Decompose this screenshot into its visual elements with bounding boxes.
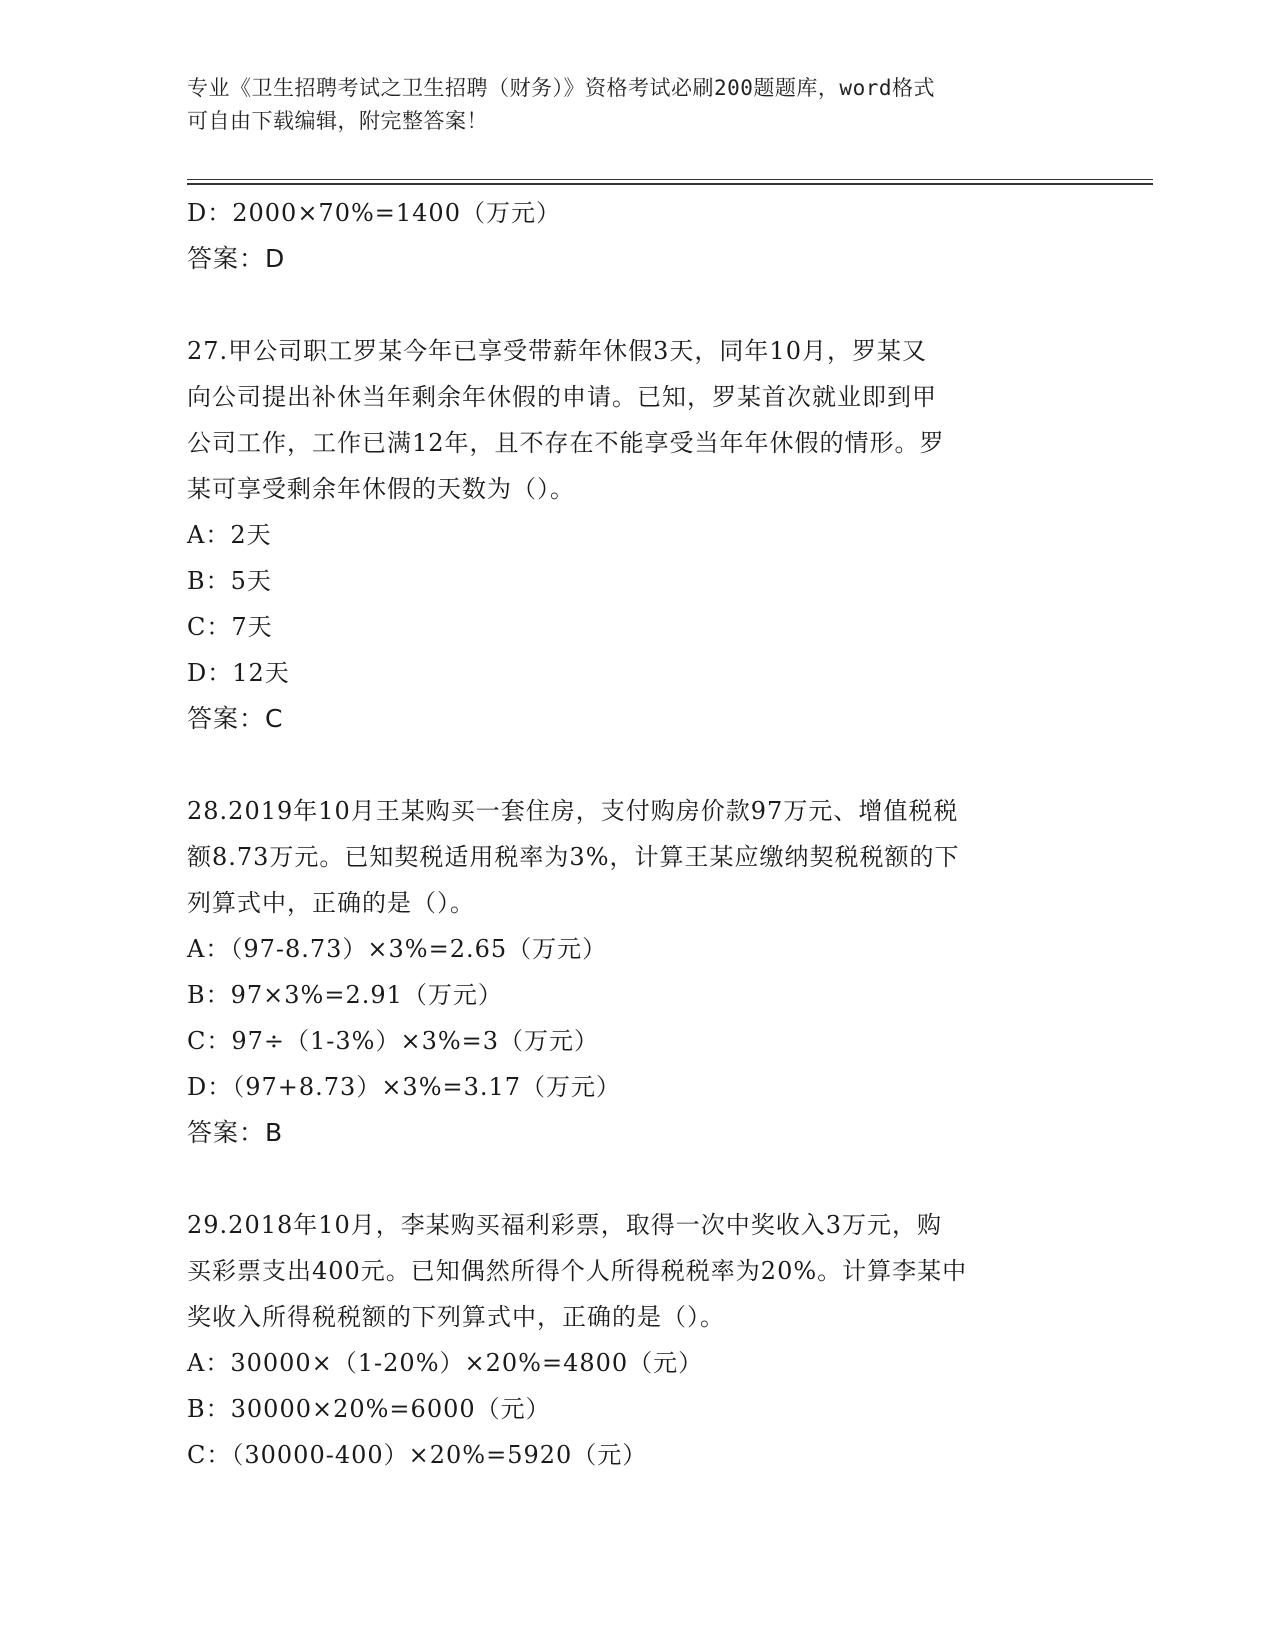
option-b: B：30000×20%=6000（元） — [187, 1395, 551, 1423]
option-c: C：97÷（1-3%）×3%=3（万元） — [187, 1027, 600, 1055]
previous-option-d: D：2000×70%=1400（万元） — [187, 199, 561, 227]
header-line-1: 专业《卫生招聘考试之卫生招聘（财务）》资格考试必刷200题题库，word格式 — [187, 76, 935, 100]
option-b: B：5天 — [187, 567, 272, 595]
question-29 — [187, 1202, 1087, 1478]
option-d: D：（97+8.73）×3%=3.17（万元） — [187, 1073, 622, 1101]
header-divider-thin — [187, 179, 1153, 180]
option-c: C：（30000-400）×20%=5920（元） — [187, 1441, 648, 1469]
question-stem-line: 额8.73万元。已知契税适用税率为3%，计算王某应缴纳契税税额的下 — [187, 843, 960, 871]
option-a: A：2天 — [187, 521, 272, 549]
question-stem-line: 某可享受剩余年休假的天数为（）。 — [187, 475, 575, 503]
question-27 — [187, 328, 1087, 742]
previous-answer: 答案：D — [187, 244, 286, 273]
question-28 — [187, 788, 1087, 1156]
option-b: B：97×3%=2.91（万元） — [187, 981, 503, 1009]
answer: 答案：C — [187, 704, 284, 733]
answer: 答案：B — [187, 1118, 284, 1147]
question-stem-line: 公司工作，工作已满12年，且不存在不能享受当年年休假的情形。罗 — [187, 429, 945, 457]
question-stem-line: 29.2018年10月，李某购买福利彩票，取得一次中奖收入3万元，购 — [187, 1211, 943, 1239]
spacer — [187, 742, 1087, 788]
option-d: D：12天 — [187, 659, 290, 687]
option-a: A：（97-8.73）×3%=2.65（万元） — [187, 935, 608, 963]
question-stem-line: 27.甲公司职工罗某今年已享受带薪年休假3天，同年10月，罗某又 — [187, 337, 927, 365]
header-line-2: 可自由下载编辑，附完整答案！ — [187, 109, 488, 133]
option-a: A：30000×（1-20%）×20%=4800（元） — [187, 1349, 704, 1377]
question-stem-line: 买彩票支出400元。已知偶然所得个人所得税税率为20%。计算李某中 — [187, 1257, 968, 1285]
question-content — [187, 190, 1087, 1478]
question-stem-line: 奖收入所得税税额的下列算式中，正确的是（）。 — [187, 1303, 725, 1331]
document-header — [187, 72, 1087, 138]
question-stem-line: 列算式中，正确的是（）。 — [187, 889, 475, 917]
header-divider-thick — [187, 183, 1153, 185]
option-c: C：7天 — [187, 613, 273, 641]
question-stem-line: 向公司提出补休当年剩余年休假的申请。已知，罗某首次就业即到甲 — [187, 383, 937, 411]
question-stem-line: 28.2019年10月王某购买一套住房，支付购房价款97万元、增值税税 — [187, 797, 959, 825]
spacer — [187, 282, 1087, 328]
spacer — [187, 1156, 1087, 1202]
